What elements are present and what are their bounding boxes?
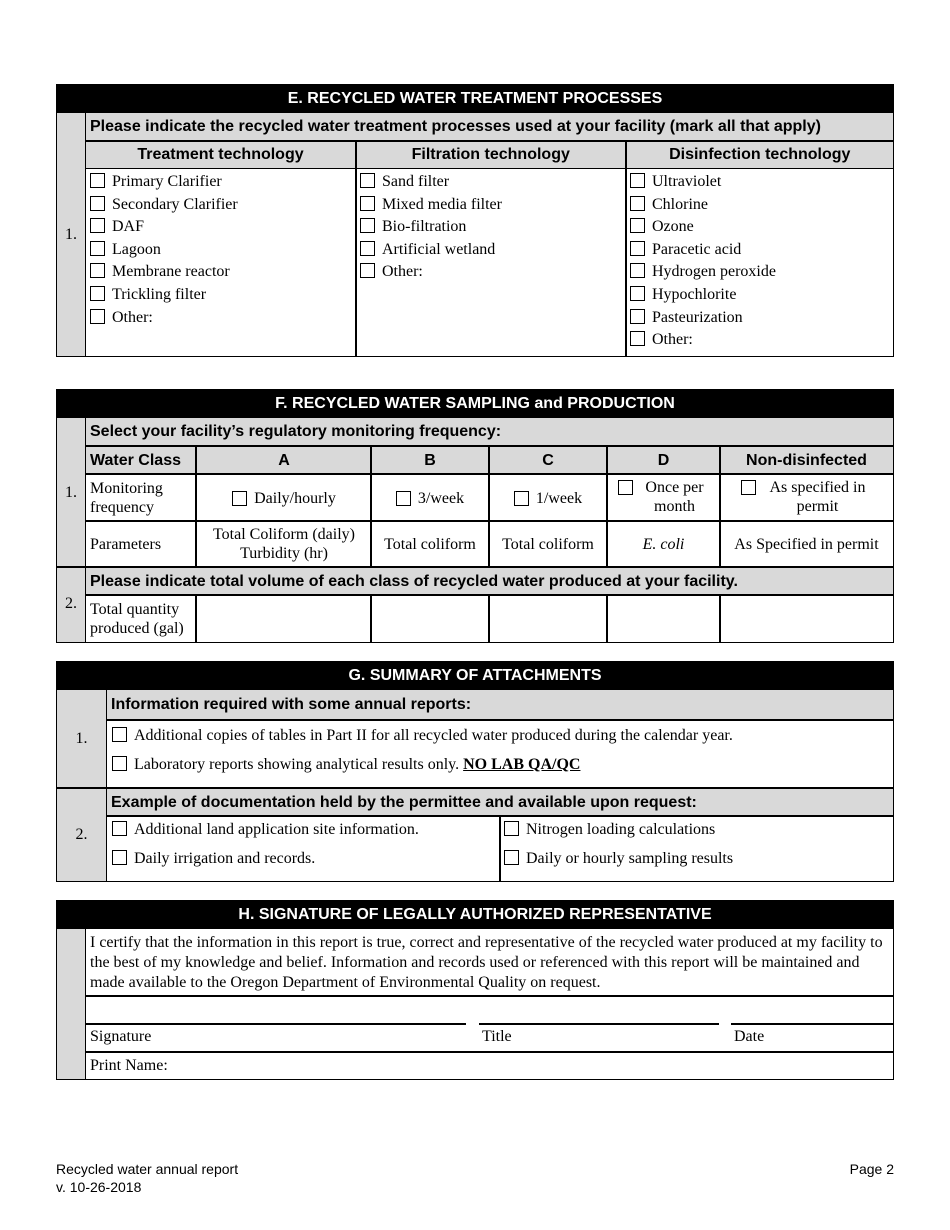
checkbox[interactable] — [112, 756, 127, 771]
section-h — [56, 900, 894, 1080]
checkbox[interactable] — [112, 727, 127, 742]
header-class-d: D — [657, 451, 670, 469]
checkbox[interactable] — [630, 196, 645, 211]
checkbox[interactable] — [630, 173, 645, 188]
checkbox[interactable] — [630, 309, 645, 324]
option-hypochlorite[interactable]: Hypochlorite — [630, 284, 776, 307]
parameters-class-d: E. coli — [642, 535, 685, 553]
checkbox[interactable] — [630, 331, 645, 346]
checkbox[interactable] — [90, 309, 105, 324]
no-lab-qaqc-note: NO LAB QA/QC — [463, 756, 581, 773]
section-f-title: F. RECYCLED WATER SAMPLING and PRODUCTION — [57, 390, 893, 418]
checkbox[interactable] — [90, 173, 105, 188]
section-f-instruction2: Please indicate total volume of each class of recycled water produced at your facility. — [86, 568, 893, 595]
option-membrane-reactor[interactable]: Membrane reactor — [90, 261, 238, 284]
section-g-instruction1: Information required with some annual reports: — [107, 690, 893, 719]
checkbox[interactable] — [112, 850, 127, 865]
header-water-class: Water Class — [90, 451, 181, 469]
option-bio-filtration[interactable]: Bio-filtration — [360, 216, 502, 239]
section-f-row2-number: 2. — [57, 567, 86, 642]
disinfection-options — [630, 171, 776, 352]
checkbox[interactable] — [630, 263, 645, 278]
section-h-side-bar — [57, 929, 86, 1079]
certification-text: I certify that the information in this report is true, correct and representative of the recycled water produced at my facility to the best of my knowledge and belief. Information and records used or referenced with this report will be maintained and made available to the Oregon Department of Environmental Quality on request. — [90, 934, 883, 991]
monitoring-class-d[interactable]: Once per month — [607, 475, 720, 521]
section-f-row1-number: 1. — [57, 418, 86, 567]
parameters-non-disinfected: As Specified in permit — [734, 535, 879, 553]
checkbox[interactable] — [618, 480, 633, 495]
signature-input[interactable] — [87, 997, 465, 1023]
option-primary-clarifier[interactable]: Primary Clarifier — [90, 171, 238, 194]
treatment-technology-header: Treatment technology — [86, 142, 355, 168]
doc-sampling-results[interactable]: Daily or hourly sampling results — [504, 848, 733, 871]
filtration-options — [360, 171, 502, 284]
option-filtration-other[interactable]: Other: — [360, 261, 502, 284]
section-f — [56, 389, 894, 643]
signature-label: Signature — [90, 1028, 152, 1045]
filtration-technology-header: Filtration technology — [357, 142, 626, 168]
attachment-lab-reports[interactable]: Laboratory reports showing analytical results only. NO LAB QA/QC — [112, 754, 580, 777]
total-non-disinfected-input[interactable] — [720, 596, 893, 642]
total-class-b-input[interactable] — [371, 596, 489, 642]
section-f-instruction1: Select your facility’s regulatory monitoring frequency: — [86, 418, 893, 445]
checkbox[interactable] — [90, 286, 105, 301]
option-ozone[interactable]: Ozone — [630, 216, 776, 239]
option-daf[interactable]: DAF — [90, 216, 238, 239]
option-artificial-wetland[interactable]: Artificial wetland — [360, 239, 502, 262]
checkbox[interactable] — [514, 491, 529, 506]
checkbox[interactable] — [90, 241, 105, 256]
monitoring-class-a[interactable]: Daily/hourly — [197, 475, 371, 521]
option-pasteurization[interactable]: Pasteurization — [630, 307, 776, 330]
parameters-label: Parameters — [90, 535, 162, 553]
checkbox[interactable] — [630, 218, 645, 233]
date-label: Date — [734, 1028, 765, 1045]
checkbox[interactable] — [360, 196, 375, 211]
option-chlorine[interactable]: Chlorine — [630, 194, 776, 217]
monitoring-non-disinfected[interactable]: As specified in permit — [720, 475, 893, 521]
header-class-b: B — [424, 451, 436, 469]
print-name-input[interactable] — [187, 1053, 893, 1079]
section-e-row-number: 1. — [57, 113, 86, 356]
doc-nitrogen-loading[interactable]: Nitrogen loading calculations — [504, 819, 715, 842]
checkbox[interactable] — [504, 850, 519, 865]
option-sand-filter[interactable]: Sand filter — [360, 171, 502, 194]
checkbox[interactable] — [90, 196, 105, 211]
footer-version: v. 10-26-2018 — [56, 1179, 142, 1195]
option-lagoon[interactable]: Lagoon — [90, 239, 238, 262]
checkbox[interactable] — [741, 480, 756, 495]
checkbox[interactable] — [360, 241, 375, 256]
option-paracetic-acid[interactable]: Paracetic acid — [630, 239, 776, 262]
checkbox[interactable] — [504, 821, 519, 836]
parameters-class-a: Total Coliform (daily) Turbidity (hr) — [213, 526, 355, 562]
total-class-a-input[interactable] — [197, 596, 371, 642]
treatment-options — [90, 171, 238, 329]
section-g-instruction2: Example of documentation held by the permittee and available upon request: — [107, 789, 893, 816]
checkbox[interactable] — [630, 241, 645, 256]
header-non-disinfected: Non-disinfected — [746, 451, 867, 469]
monitoring-frequency-label: Monitoring frequency — [90, 480, 163, 516]
section-g-row1-number: 1. — [57, 690, 107, 788]
option-trickling-filter[interactable]: Trickling filter — [90, 284, 238, 307]
total-class-d-input[interactable] — [607, 596, 720, 642]
checkbox[interactable] — [396, 491, 411, 506]
doc-daily-irrigation[interactable]: Daily irrigation and records. — [112, 848, 315, 871]
checkbox[interactable] — [232, 491, 247, 506]
checkbox[interactable] — [360, 173, 375, 188]
doc-land-application-info[interactable]: Additional land application site information. — [112, 819, 419, 842]
monitoring-class-c[interactable]: 1/week — [489, 475, 607, 521]
checkbox[interactable] — [112, 821, 127, 836]
parameters-class-b: Total coliform — [384, 535, 476, 553]
checkbox[interactable] — [90, 218, 105, 233]
checkbox[interactable] — [90, 263, 105, 278]
option-disinfection-other[interactable]: Other: — [630, 329, 776, 352]
option-ultraviolet[interactable]: Ultraviolet — [630, 171, 776, 194]
footer-page-number: Page 2 — [849, 1161, 894, 1177]
section-g-row2-number: 2. — [57, 788, 107, 881]
print-name-label: Print Name: — [90, 1057, 168, 1074]
footer-doc-title: Recycled water annual report — [56, 1161, 239, 1177]
checkbox[interactable] — [630, 286, 645, 301]
total-quantity-label: Total quantity produced (gal) — [90, 601, 184, 637]
title-label: Title — [482, 1028, 512, 1045]
title-input[interactable] — [479, 997, 717, 1023]
option-mixed-media-filter[interactable]: Mixed media filter — [360, 194, 502, 217]
total-class-c-input[interactable] — [489, 596, 607, 642]
option-hydrogen-peroxide[interactable]: Hydrogen peroxide — [630, 261, 776, 284]
checkbox[interactable] — [360, 218, 375, 233]
checkbox[interactable] — [360, 263, 375, 278]
option-treatment-other[interactable]: Other: — [90, 307, 238, 330]
section-h-title: H. SIGNATURE OF LEGALLY AUTHORIZED REPRESENTATIVE — [57, 901, 893, 929]
section-g-title: G. SUMMARY OF ATTACHMENTS — [57, 662, 893, 690]
attachment-tables-copies[interactable]: Additional copies of tables in Part II for all recycled water produced during the calendar year. — [112, 725, 733, 748]
disinfection-technology-header: Disinfection technology — [627, 142, 894, 168]
section-e-title: E. RECYCLED WATER TREATMENT PROCESSES — [57, 85, 893, 113]
header-class-a: A — [278, 451, 290, 469]
section-e — [56, 84, 894, 357]
parameters-class-c: Total coliform — [502, 535, 594, 553]
option-secondary-clarifier[interactable]: Secondary Clarifier — [90, 194, 238, 217]
date-input[interactable] — [731, 997, 893, 1023]
section-g — [56, 661, 894, 882]
section-e-instruction: Please indicate the recycled water treatment processes used at your facility (mark all that apply) — [86, 113, 893, 141]
header-class-c: C — [542, 451, 554, 469]
monitoring-class-b[interactable]: 3/week — [371, 475, 489, 521]
